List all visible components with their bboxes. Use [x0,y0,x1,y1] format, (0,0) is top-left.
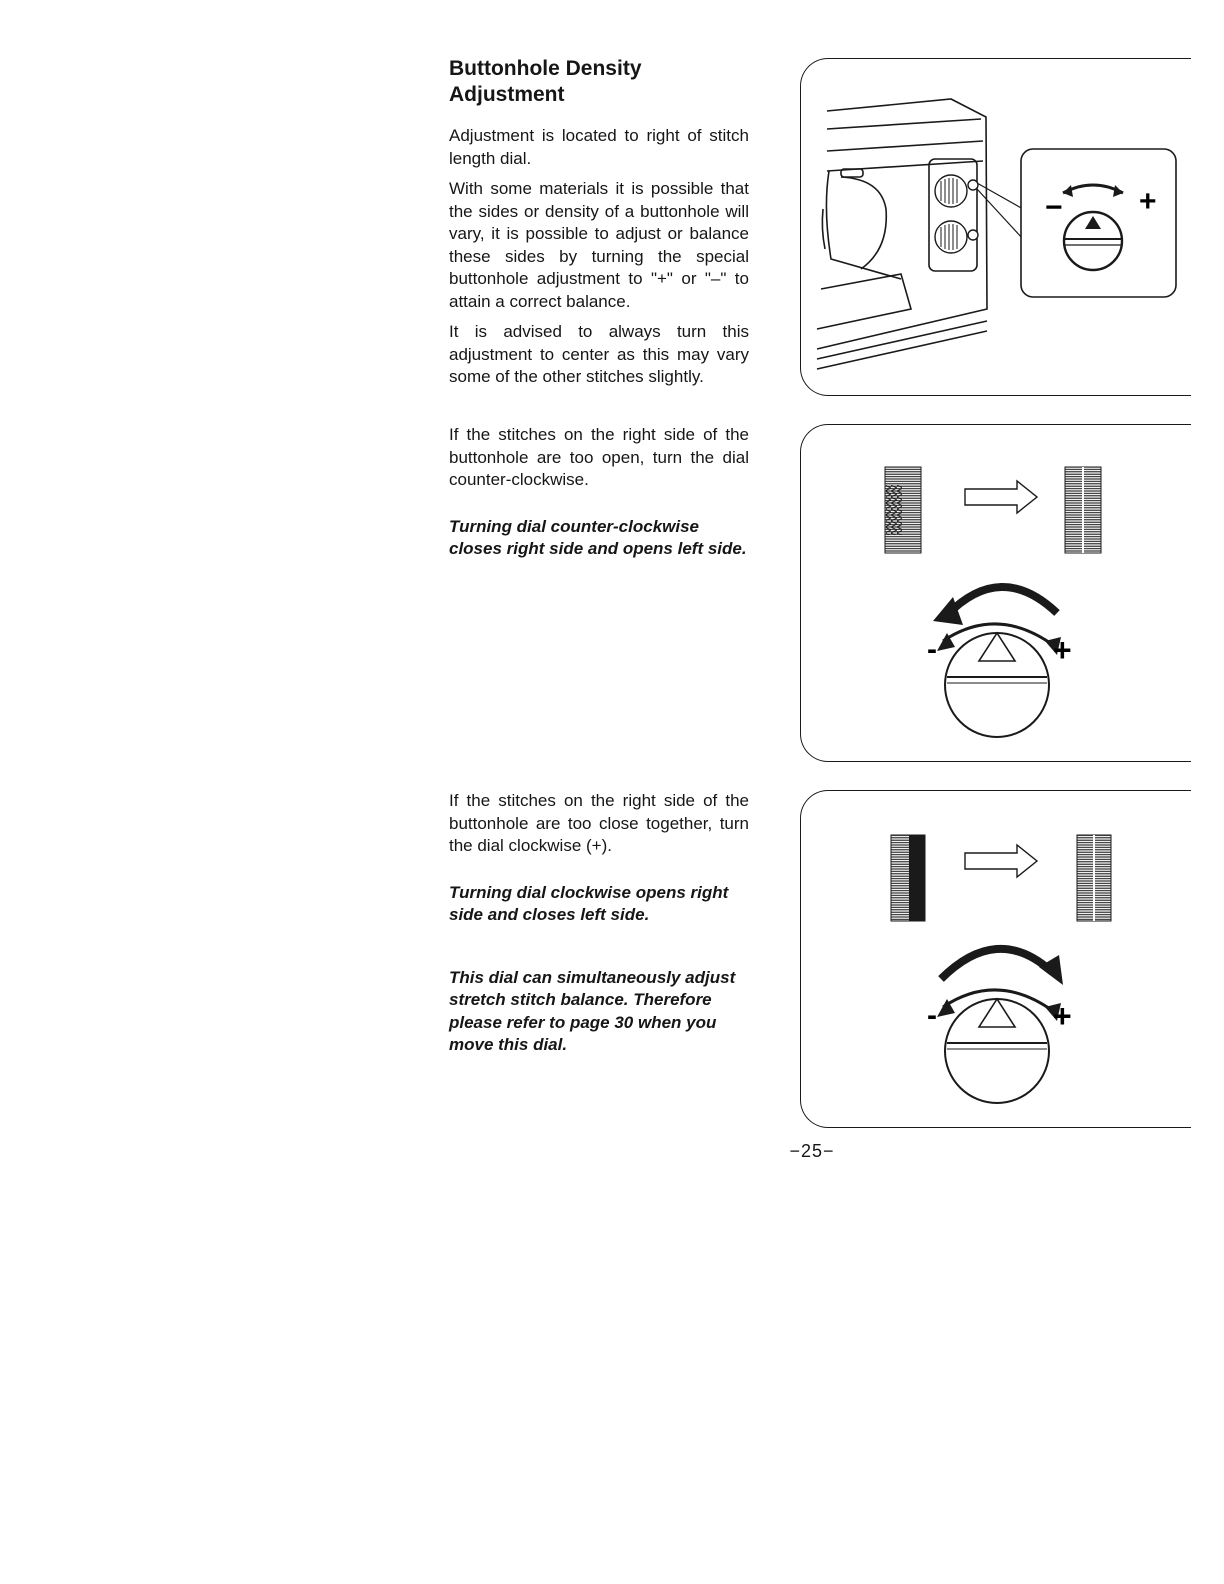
plus-label: + [1139,185,1157,218]
minus-label: − [1045,191,1063,224]
intro-section [449,125,749,397]
clockwise-illustration [801,791,1191,1127]
paragraph-too-open: If the stitches on the right side of the buttonhole are too open, turn the dial counter-clockwise. [449,425,749,489]
figure-machine-dial [800,58,1191,396]
counter-clockwise-illustration [801,425,1191,761]
counter-clockwise-section [449,424,749,569]
figure-clockwise [800,790,1191,1128]
minus-label: - [927,999,937,1032]
clockwise-section [449,790,749,1065]
transition-arrow-icon [965,481,1037,513]
plus-label: + [1053,632,1072,668]
machine-illustration [801,59,1191,395]
paragraph-location: Adjustment is located to right of stitch length dial. [449,126,749,168]
note-clockwise: Turning dial clockwise opens right side and closes left side. [449,882,729,924]
page-title: Buttonhole Density Adjustment [449,57,642,106]
figure-counter-clockwise [800,424,1191,762]
transition-arrow-icon [965,845,1037,877]
paragraph-center-advice: It is advised to always turn this adjustment to center as this may vary some of the other stitches slightly. [449,322,749,386]
note-counter-clockwise: Turning dial counter-clockwise closes right side and opens left side. [449,516,747,558]
paragraph-balance: With some materials it is possible that the sides or density of a buttonhole will vary, it is possible to adjust or balance these sides by turning the special buttonhole adjustment to "+" or "–" to attain a correct balance. [449,179,749,311]
page-number: −25− [789,1141,835,1161]
minus-label: - [927,633,937,666]
paragraph-too-close: If the stitches on the right side of the buttonhole are too close together, turn the dial clockwise (+). [449,791,749,855]
plus-label: + [1053,998,1072,1034]
note-stretch-stitch: This dial can simultaneously adjust stretch stitch balance. Therefore please refer to page 30 when you move this dial. [449,967,736,1054]
